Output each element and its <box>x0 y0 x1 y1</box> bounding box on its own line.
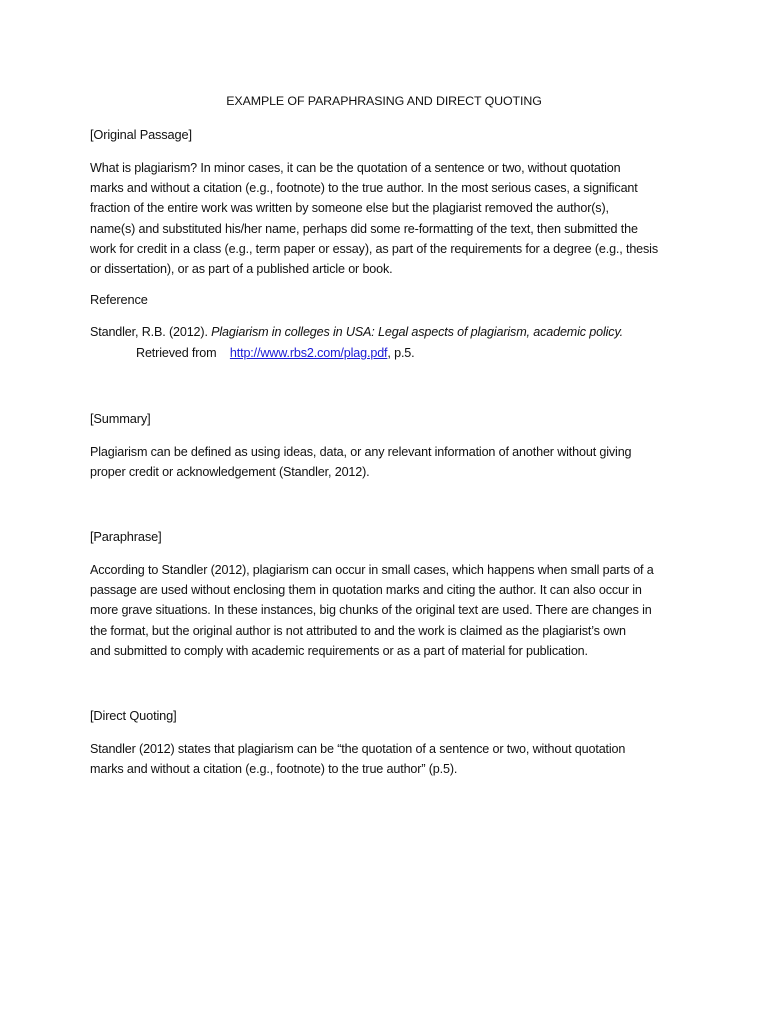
paraphrase-heading: [Paraphrase] <box>90 529 162 544</box>
reference-page-suffix: , p.5. <box>387 346 415 360</box>
document-title: EXAMPLE OF PARAPHRASING AND DIRECT QUOTING <box>226 94 542 108</box>
text-line: Plagiarism can be defined as using ideas, data, or any relevant information of another without giving <box>90 445 632 459</box>
text-line: fraction of the entire work was written by someone else but the plagiarist removed the author(s), <box>90 201 609 216</box>
text-line: name(s) and substituted his/her name, perhaps did some re-formatting of the text, then submitted the <box>90 221 638 236</box>
reference-author: Standler, R.B. (2012). <box>90 325 212 339</box>
text-line: work for credit in a class (e.g., term paper or essay), as part of the requirements for a degree (e.g., thesis <box>90 241 658 256</box>
text-line: Standler (2012) states that plagiarism can be “the quotation of a sentence or two, without quotation <box>90 742 626 756</box>
text-line: passage are used without enclosing them in quotation marks and citing the author. It can also occur in <box>90 583 642 598</box>
summary-heading: [Summary] <box>90 411 151 426</box>
text-line: or dissertation), or as part of a published article or book. <box>90 262 393 277</box>
direct-quoting-text <box>90 739 680 779</box>
text-line: more grave situations. In these instances, big chunks of the original text are used. There are changes in <box>90 603 652 618</box>
direct-quoting-heading: [Direct Quoting] <box>90 708 177 723</box>
reference-citation <box>90 325 623 339</box>
original-passage-text <box>90 158 680 279</box>
summary-text <box>90 442 680 482</box>
paraphrase-text <box>90 560 680 661</box>
text-line: the format, but the original author is not attributed to and the work is claimed as the plagiarist’s own <box>90 623 626 638</box>
text-line: marks and without a citation (e.g., footnote) to the true author” (p.5). <box>90 762 458 777</box>
text-line: What is plagiarism? In minor cases, it can be the quotation of a sentence or two, without quotation <box>90 161 621 175</box>
reference-retrieved-line <box>136 346 415 360</box>
reference-heading: Reference <box>90 292 148 307</box>
text-line: and submitted to comply with academic requirements or as a part of material for publication. <box>90 643 588 658</box>
text-line: According to Standler (2012), plagiarism can occur in small cases, which happens when small parts of a <box>90 563 654 577</box>
text-line: marks and without a citation (e.g., footnote) to the true author. In the most serious cases, a significant <box>90 181 638 196</box>
original-passage-heading: [Original Passage] <box>90 127 192 142</box>
reference-work-title: Plagiarism in colleges in USA: Legal aspects of plagiarism, academic policy. <box>211 325 624 339</box>
text-line: proper credit or acknowledgement (Standler, 2012). <box>90 465 370 480</box>
reference-url-link[interactable]: http://www.rbs2.com/plag.pdf <box>229 346 388 360</box>
retrieved-from-label: Retrieved from <box>136 346 217 360</box>
